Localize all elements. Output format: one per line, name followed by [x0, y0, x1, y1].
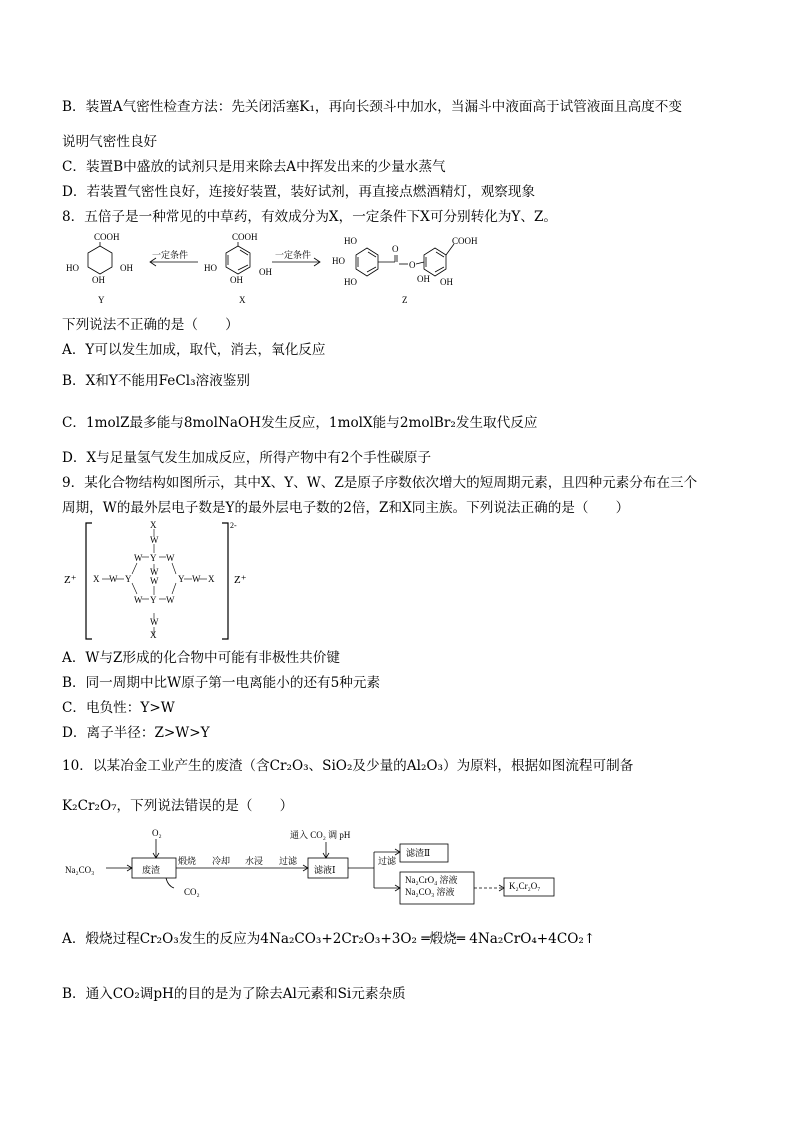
y-bottom: Y [150, 595, 157, 605]
flow-residue2: 滤渣Ⅱ [406, 848, 431, 858]
y-ring [88, 246, 112, 274]
flow-product: K₂Cr₂O₇ [509, 881, 541, 891]
z-label: Z [402, 295, 408, 305]
y-top: Y [150, 553, 157, 563]
w-center: W [150, 576, 159, 586]
y-ho: HO [66, 263, 79, 273]
y-label: Y [98, 295, 105, 305]
flow-filtrate: 滤液Ⅰ [314, 865, 336, 875]
charge: 2- [230, 521, 237, 530]
q9-structure-figure [62, 517, 262, 645]
q8-option-c: C．1molZ最多能与8molNaOH发生反应，1molX能与2molBr₂发生取代反应 [62, 415, 538, 431]
flow-leach: 水浸 [245, 856, 264, 866]
z-ester-o: O [409, 260, 416, 270]
q7-option-b-line2: 说明气密性良好 [62, 134, 158, 150]
q9-option-c: C．电负性：Y>W [62, 700, 175, 716]
q10-flowchart [62, 822, 562, 910]
q8-option-b: B．X和Y不能用FeCl₃溶液鉴别 [62, 373, 250, 389]
q10-stem-line1: 10．以某冶金工业产生的废渣（含Cr₂O₃、SiO₂及少量的Al₂O₃）为原料，根据如图流程可制备 [62, 758, 634, 774]
y-right: Y [178, 574, 185, 584]
w-center-upper: W [150, 567, 159, 577]
q9-option-d: D．离子半径：Z>W>Y [62, 725, 210, 741]
flow-na2co3: Na₂CO₃ [65, 865, 95, 875]
x-top: X [150, 520, 157, 530]
q7-option-c: C．装置B中盛放的试剂只是用来除去A中挥发出来的少量水蒸气 [62, 159, 446, 175]
z-ho-top: HO [344, 236, 357, 246]
w-bottom-left: W [134, 595, 143, 605]
y-cooh: COOH [94, 232, 120, 242]
q8-stem: 8．五倍子是一种常见的中草药，有效成分为X，一定条件下X可分别转化为Y、Z。 [62, 209, 558, 225]
z-oh-bottom: OH [440, 277, 453, 287]
w-right: W [192, 574, 201, 584]
y-oh-right: OH [120, 263, 133, 273]
flow-sol2: Na₂CO₃ 溶液 [405, 887, 455, 897]
z-cooh: COOH [452, 236, 478, 246]
arrow-condition-right: 一定条件 [275, 250, 312, 260]
bracket-right [222, 523, 228, 639]
q8-option-d: D．X与足量氢气发生加成反应，所得产物中有2个手性碳原子 [62, 450, 432, 466]
y-oh-bottom: OH [92, 275, 105, 285]
w-bottom-right: W [166, 595, 175, 605]
x-ho: HO [204, 263, 217, 273]
flow-waste: 废渣 [142, 865, 161, 875]
q7-option-b-line1: B．装置A气密性检查方法：先关闭活塞K₁，再向长颈斗中加水，当漏斗中液面高于试管液面且高度不变 [62, 99, 682, 115]
z-plus-left: Z⁺ [64, 574, 77, 586]
q9-stem-line2: 周期，W的最外层电子数是Y的最外层电子数的2倍，Z和X同主族。下列说法正确的是（ ） [62, 500, 630, 516]
q8-structure-figure [62, 228, 502, 314]
flow-calcine: 煅烧 [178, 856, 197, 866]
q8-option-a: A．Y可以发生加成，取代，消去，氧化反应 [62, 342, 326, 358]
z-ho-mid: HO [332, 256, 345, 266]
q8-question: 下列说法不正确的是（ ） [62, 317, 239, 333]
flow-o2: O₂ [152, 828, 162, 838]
z-plus-right: Z⁺ [234, 574, 247, 586]
w-top-left: W [134, 553, 143, 563]
q10-option-a: A．煅烧过程Cr₂O₃发生的反应为4Na₂CO₃+2Cr₂O₃+3O₂ ═煅烧═ 4Na₂CrO₄+4CO₂↑ [62, 931, 596, 947]
x-cooh: COOH [232, 232, 258, 242]
flow-filter1: 过滤 [279, 856, 298, 866]
z-ho-bottom: HO [344, 277, 357, 287]
x-left: X [93, 574, 100, 584]
x-oh-bottom: OH [230, 275, 243, 285]
q9-option-a: A．W与Z形成的化合物中可能有非极性共价键 [62, 650, 340, 666]
flow-sol1: Na₂CrO₄ 溶液 [405, 875, 458, 885]
q9-option-b: B．同一周期中比W原子第一电离能小的还有5种元素 [62, 675, 381, 691]
q10-stem-line2: K₂Cr₂O₇，下列说法错误的是（ ） [62, 798, 294, 814]
w-top-right: W [166, 553, 175, 563]
x-right: X [208, 574, 215, 584]
flow-co2: CO₂ [184, 887, 200, 897]
x-oh-right: OH [259, 267, 272, 277]
w-top: W [150, 535, 159, 545]
flow-ph: 通入 CO₂ 调 pH [290, 830, 351, 840]
w-bottom: W [150, 617, 159, 627]
q7-option-d: D．若装置气密性良好，连接好装置，装好试剂，再直接点燃酒精灯，观察现象 [62, 184, 536, 200]
x-bottom: X [150, 630, 157, 640]
q10-option-b: B．通入CO₂调pH的目的是为了除去Al元素和Si元素杂质 [62, 986, 406, 1002]
x-label: X [239, 295, 246, 305]
flow-filter2: 过滤 [378, 856, 397, 866]
flow-cool: 冷却 [212, 856, 231, 866]
bracket-left [86, 523, 92, 639]
y-left: Y [125, 574, 132, 584]
arrow-condition-left: 一定条件 [152, 250, 189, 260]
z-oh-mid: OH [417, 274, 430, 284]
w-left: W [109, 574, 118, 584]
z-carbonyl-o: O [392, 244, 399, 254]
q9-stem-line1: 9．某化合物结构如图所示，其中X、Y、W、Z是原子序数依次增大的短周期元素，且四种元素分布在三个 [62, 475, 698, 491]
